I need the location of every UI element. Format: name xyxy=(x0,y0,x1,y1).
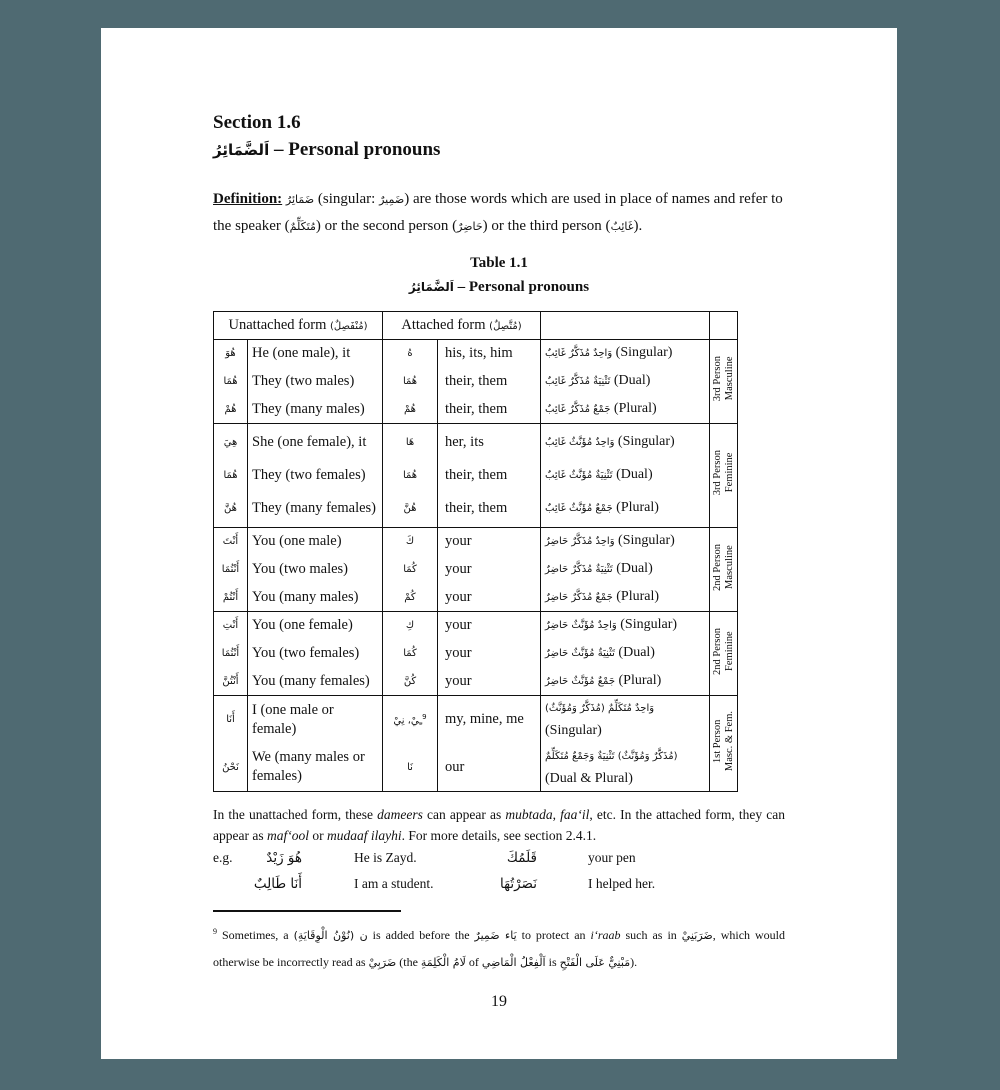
unattached-meaning: You (two males) xyxy=(248,556,383,584)
grammatical-term xyxy=(541,612,710,640)
attached-pronoun-arabic xyxy=(383,612,438,640)
person-label xyxy=(712,356,736,401)
definition-text: ) or the third person ( xyxy=(482,218,611,234)
prose-term: mubtada xyxy=(505,807,553,822)
prose-text: , etc. In the attached form, they can appear as xyxy=(213,807,785,843)
footnote-text: is xyxy=(545,955,560,969)
person-label-line2: Masculine xyxy=(723,357,735,401)
arabic-term: ضَمَائِرُ xyxy=(285,193,315,206)
unattached-meaning: They (two males) xyxy=(248,368,383,396)
table-row xyxy=(214,368,738,396)
example-arabic: هُوَ زَيْدٌ xyxy=(266,850,302,866)
term-arabic: تَثْنِيَةٌ مُذَكَّرٌ غَائِبٌ xyxy=(545,376,611,387)
attached-arabic: كِ xyxy=(405,620,415,632)
footnote-ref: 9 xyxy=(422,713,427,722)
attached-pronoun-arabic xyxy=(383,584,438,612)
header-arabic: (مُتَّصِلٌ) xyxy=(489,321,522,332)
grammatical-term xyxy=(541,462,710,490)
person-label-line2: Masculine xyxy=(723,545,735,589)
term-arabic: جَمْعٌ مُذَكَّرٌ غَائِبٌ xyxy=(545,403,611,415)
term-arabic: تَثْنِيَةٌ مُؤَنَّثٌ غَائِبٌ xyxy=(545,470,613,481)
table-row xyxy=(214,584,738,612)
attached-meaning: your xyxy=(438,528,541,556)
grammatical-term xyxy=(541,556,710,584)
attached-meaning: their, them xyxy=(438,490,541,528)
term-english: (Dual) xyxy=(616,561,653,576)
table-subcaption xyxy=(213,279,785,296)
header-empty xyxy=(710,312,738,340)
term-arabic: وَاحِدٌ مُؤَنَّثٌ حَاضِرٌ xyxy=(545,620,617,632)
example-arabic: أَنَا طَالِبٌ xyxy=(253,876,302,892)
attached-pronoun-arabic xyxy=(383,424,438,462)
footnote-text: ). xyxy=(630,955,638,969)
grammatical-term xyxy=(541,584,710,612)
term-arabic: وَاحِدٌ مُؤَنَّثٌ غَائِبٌ xyxy=(545,437,615,449)
term-arabic: وَاحِدٌ مُذَكَّرٌ غَائِبٌ xyxy=(545,348,613,360)
unattached-pronoun-arabic: هِيَ xyxy=(214,424,248,462)
footnote-text: such as in xyxy=(620,928,682,942)
term-english: (Singular) xyxy=(615,345,673,361)
unattached-pronoun-arabic: هُمَا xyxy=(214,462,248,490)
footnote-term: i‘raab xyxy=(590,928,621,942)
grammatical-term xyxy=(541,368,710,396)
header-empty xyxy=(541,312,710,340)
term-arabic: تَثْنِيَةٌ مُؤَنَّثٌ حَاضِرٌ xyxy=(545,648,615,659)
example-english: He is Zayd. xyxy=(354,850,417,865)
grammatical-term xyxy=(541,528,710,556)
unattached-meaning: She (one female), it xyxy=(248,424,383,462)
attached-meaning: their, them xyxy=(438,462,541,490)
unattached-pronoun-arabic: هُمْ xyxy=(214,396,248,424)
grammatical-term xyxy=(541,490,710,528)
section-number: Section 1.6 xyxy=(213,112,301,133)
prose-text: or xyxy=(308,828,327,843)
table-row xyxy=(214,340,738,368)
definition-text: ). xyxy=(633,218,643,234)
arabic-term: غَائِبٌ xyxy=(610,220,634,233)
person-label xyxy=(712,628,736,675)
term-english: (Plural) xyxy=(616,588,660,604)
term-arabic: وَاحِدٌ مُذَكَّرٌ حَاضِرٌ xyxy=(545,536,615,548)
attached-pronoun-arabic xyxy=(383,490,438,528)
unattached-pronoun-arabic: هُمَا xyxy=(214,368,248,396)
prose-term: dameers xyxy=(377,807,423,822)
table-row xyxy=(214,744,738,792)
attached-arabic: هَا xyxy=(405,437,415,449)
grammatical-term xyxy=(541,668,710,696)
title-separator: – xyxy=(453,279,469,295)
unattached-meaning: They (two females) xyxy=(248,462,383,490)
footnote-text: (the xyxy=(396,955,421,969)
arabic-term: ن (نُوْنُ الْوِقَايَةِ) xyxy=(293,929,368,942)
header-label: Unattached form xyxy=(228,317,327,333)
pronouns-table xyxy=(213,311,738,792)
unattached-pronoun-arabic: هُوَ xyxy=(214,340,248,368)
attached-meaning: your xyxy=(438,612,541,640)
arabic-term: حَاضِرٌ xyxy=(457,220,483,233)
unattached-pronoun-arabic: نَحْنُ xyxy=(214,744,248,792)
unattached-meaning: You (many females) xyxy=(248,668,383,696)
attached-pronoun-arabic xyxy=(383,744,438,792)
attached-meaning: your xyxy=(438,556,541,584)
definition-text: ) or the second person ( xyxy=(315,218,458,234)
arabic-term: مُتَكَلِّمٌ xyxy=(289,220,316,233)
grammatical-term xyxy=(541,744,710,792)
definition-text: (singular: xyxy=(314,191,380,207)
footnote-text: is added before the xyxy=(367,928,475,942)
person-label xyxy=(712,544,736,591)
attached-meaning: our xyxy=(438,744,541,792)
attached-meaning: your xyxy=(438,584,541,612)
attached-arabic: كَ xyxy=(405,536,415,548)
unattached-meaning: You (one female) xyxy=(248,612,383,640)
attached-pronoun-arabic xyxy=(383,462,438,490)
table-row xyxy=(214,640,738,668)
person-label-line2: Masc. & Fem. xyxy=(723,710,735,772)
term-english: (Plural) xyxy=(618,672,662,688)
attached-meaning: your xyxy=(438,668,541,696)
attached-arabic: هُنَّ xyxy=(403,502,417,514)
example-english: your pen xyxy=(588,850,636,865)
section-title xyxy=(213,139,440,161)
term-english: (Singular) xyxy=(618,533,675,549)
term-english: (Dual) xyxy=(618,645,655,660)
unattached-pronoun-arabic: أَنَا xyxy=(214,696,248,744)
attached-arabic: كُمَا xyxy=(403,564,417,575)
prose-term: mudaaf ilayhi xyxy=(326,828,402,843)
unattached-pronoun-arabic: أَنْتُمَا xyxy=(214,556,248,584)
table-header-row xyxy=(214,312,738,340)
term-english: (Plural) xyxy=(616,499,659,515)
example-english: I helped her. xyxy=(588,876,656,891)
grammatical-term xyxy=(541,424,710,462)
prose-text: In the unattached form, these xyxy=(213,807,378,822)
person-group-label xyxy=(710,340,738,424)
person-label-line1: 3rd Person xyxy=(711,450,723,496)
attached-pronoun-arabic xyxy=(383,368,438,396)
person-label xyxy=(712,450,736,495)
footnote-divider xyxy=(213,910,401,912)
term-arabic: جَمْعٌ مُؤَنَّثٌ حَاضِرٌ xyxy=(545,675,616,687)
table-row xyxy=(214,528,738,556)
arabic-term: ضَرَبِيْ xyxy=(368,956,397,969)
table-row xyxy=(214,612,738,640)
definition-text: ) are those words which are used in place of names and refer to the speaker ( xyxy=(213,191,783,234)
example-english: I am a student. xyxy=(354,876,434,891)
attached-arabic: هُمْ xyxy=(404,403,416,415)
term-english: (Singular) xyxy=(617,434,675,450)
section-title-english: Personal pronouns xyxy=(288,139,441,160)
example-arabic: نَصَرْتُهَا xyxy=(499,876,537,892)
header-label: Attached form xyxy=(401,317,486,333)
table-subcaption-english: Personal pronouns xyxy=(468,279,590,295)
footnote-text: Sometimes, a xyxy=(217,928,294,942)
unattached-pronoun-arabic: أَنْتَ xyxy=(214,528,248,556)
unattached-meaning: He (one male), it xyxy=(248,340,383,368)
person-group-label xyxy=(710,612,738,696)
term-english: (Singular) xyxy=(545,723,602,739)
attached-arabic: هُمَا xyxy=(402,376,418,387)
definition-paragraph xyxy=(213,186,785,240)
footnote-text: of xyxy=(465,955,482,969)
grammatical-term xyxy=(541,640,710,668)
attached-meaning: my, mine, me xyxy=(438,696,541,744)
unattached-meaning: They (many females) xyxy=(248,490,383,528)
unattached-meaning: You (two females) xyxy=(248,640,383,668)
prose-term: maf‘ool xyxy=(266,828,309,843)
example-arabic: قَلَمُكَ xyxy=(506,850,537,866)
table-row xyxy=(214,462,738,490)
arabic-term: ضَرَبَنِيْ xyxy=(681,929,713,942)
term-english: (Plural) xyxy=(613,400,657,416)
unattached-meaning: We (many males or females) xyxy=(248,744,383,792)
unattached-pronoun-arabic: أَنْتِ xyxy=(214,612,248,640)
header-arabic: (مُنْفَصِلٌ) xyxy=(329,321,368,332)
table-row xyxy=(214,424,738,462)
attached-arabic: كُمْ xyxy=(404,591,416,603)
grammatical-term xyxy=(541,340,710,368)
attached-arabic: ـِيْ، نِيْ xyxy=(393,715,423,727)
unattached-meaning: You (many males) xyxy=(248,584,383,612)
table-row xyxy=(214,668,738,696)
arabic-term: اَلْفِعْلُ الْمَاضِي xyxy=(481,956,546,969)
attached-pronoun-arabic xyxy=(383,668,438,696)
document-page xyxy=(101,28,897,1059)
attached-pronoun-arabic xyxy=(383,696,438,744)
table-subcaption-arabic: اَلضَّمَائِرُ xyxy=(408,280,454,294)
term-arabic: (مُذَكَّرٌ وَمُؤَنَّثٌ) تَثْنِيَةٌ وَجَمْعٌ مُتَكَلِّمٌ xyxy=(545,750,678,762)
arabic-term: لَامُ الْكَلِمَةِ xyxy=(420,956,466,969)
arabic-term: يَاء ضَمِيرٌ xyxy=(474,929,517,942)
grammatical-term xyxy=(541,396,710,424)
unattached-pronoun-arabic: هُنَّ xyxy=(214,490,248,528)
person-label-line1: 3rd Person xyxy=(711,356,723,402)
header-attached xyxy=(383,312,541,340)
unattached-pronoun-arabic: أَنْتُمْ xyxy=(214,584,248,612)
table-row xyxy=(214,556,738,584)
attached-pronoun-arabic xyxy=(383,396,438,424)
person-label-line1: 2nd Person xyxy=(711,543,723,591)
prose-text: , xyxy=(552,807,561,822)
attached-arabic: هُمَا xyxy=(402,470,418,481)
attached-arabic: هُ xyxy=(407,348,413,360)
header-unattached xyxy=(214,312,383,340)
term-arabic: جَمْعٌ مُؤَنَّثٌ غَائِبٌ xyxy=(545,502,613,514)
person-label xyxy=(712,711,736,771)
title-separator: – xyxy=(269,139,289,160)
attached-pronoun-arabic xyxy=(383,556,438,584)
term-arabic: جَمْعٌ مُذَكَّرٌ حَاضِرٌ xyxy=(545,591,613,603)
explanation-paragraph xyxy=(213,804,785,846)
person-group-label xyxy=(710,528,738,612)
unattached-meaning: They (many males) xyxy=(248,396,383,424)
prose-term: faa‘il xyxy=(560,807,590,822)
attached-arabic: كُنَّ xyxy=(403,675,417,687)
term-english: (Dual) xyxy=(613,373,651,388)
section-title-arabic: اَلضَّمَائِرُ xyxy=(213,141,270,159)
term-arabic: تَثْنِيَةٌ مُذَكَّرٌ حَاضِرٌ xyxy=(545,564,613,575)
examples-label: e.g. xyxy=(213,850,233,865)
person-label-line1: 2nd Person xyxy=(711,627,723,675)
person-group-label xyxy=(710,696,738,792)
person-label-line2: Feminine xyxy=(723,453,735,493)
table-row xyxy=(214,490,738,528)
attached-pronoun-arabic xyxy=(383,640,438,668)
arabic-term: ضَمِيرٌ xyxy=(379,193,405,206)
footnote xyxy=(213,919,785,976)
table-row xyxy=(214,396,738,424)
footnote-text: , which would otherwise be incorrectly read as xyxy=(213,928,786,969)
person-label-line1: 1st Person xyxy=(711,719,723,763)
term-english: (Dual & Plural) xyxy=(545,770,633,786)
attached-meaning: their, them xyxy=(438,368,541,396)
unattached-meaning: I (one male or female) xyxy=(248,696,383,744)
attached-pronoun-arabic xyxy=(383,340,438,368)
attached-meaning: your xyxy=(438,640,541,668)
person-group-label xyxy=(710,424,738,528)
attached-arabic: كُمَا xyxy=(403,648,417,659)
person-label-line2: Feminine xyxy=(723,631,735,671)
attached-meaning: his, its, him xyxy=(438,340,541,368)
attached-arabic: نَا xyxy=(407,761,413,773)
unattached-pronoun-arabic: أَنْتُمَا xyxy=(214,640,248,668)
page-number: 19 xyxy=(491,993,507,1010)
grammatical-term xyxy=(541,696,710,744)
prose-text: can appear as xyxy=(422,807,506,822)
table-row xyxy=(214,696,738,744)
attached-meaning: her, its xyxy=(438,424,541,462)
definition-label: Definition: xyxy=(213,191,283,207)
term-english: (Singular) xyxy=(620,617,678,633)
unattached-meaning: You (one male) xyxy=(248,528,383,556)
footnote-mark: 9 xyxy=(213,927,217,936)
arabic-term: مَبْنِيٌّ عَلَى الْفَتْحِ xyxy=(559,956,631,969)
term-arabic: وَاحِدٌ مُتَكَلِّمٌ (مُذَكَّرٌ وَمُؤَنَّثٌ) xyxy=(545,703,655,715)
attached-meaning: their, them xyxy=(438,396,541,424)
footnote-text: to protect an xyxy=(516,928,591,942)
term-english: (Dual) xyxy=(616,467,653,482)
table-caption: Table 1.1 xyxy=(470,255,528,271)
unattached-pronoun-arabic: أَنْتُنَّ xyxy=(214,668,248,696)
prose-text: . For more details, see section 2.4.1. xyxy=(401,828,597,843)
attached-pronoun-arabic xyxy=(383,528,438,556)
